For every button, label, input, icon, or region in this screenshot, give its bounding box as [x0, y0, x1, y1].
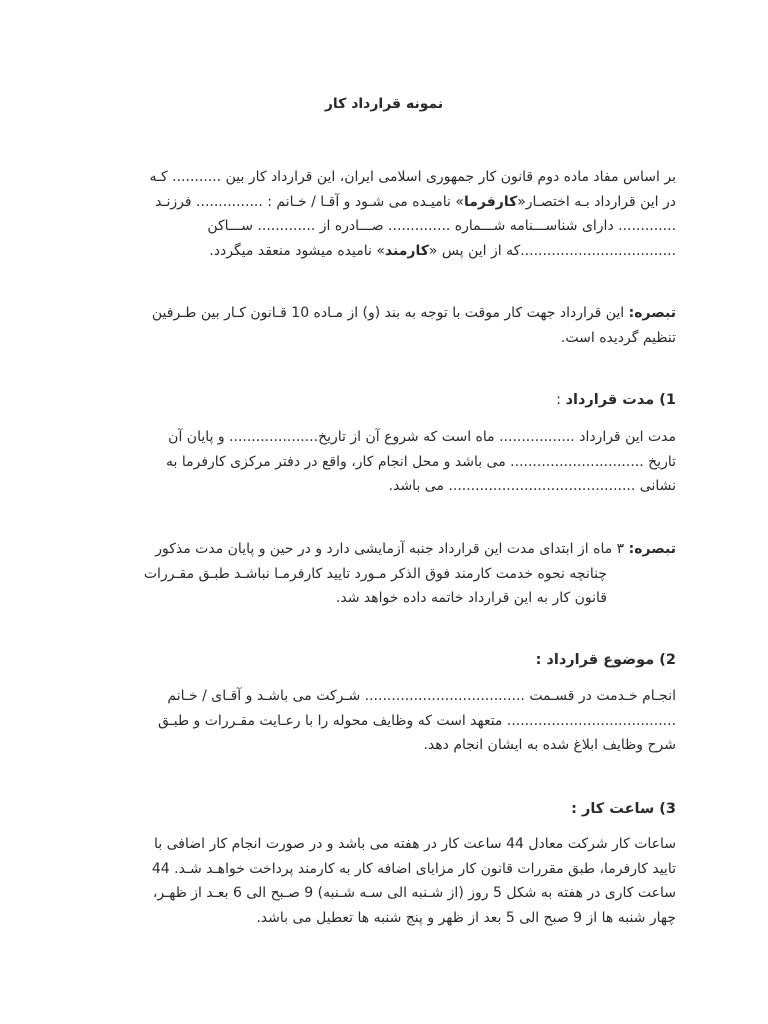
section-2-line-3: شرح وظایف ابلاغ شده به ایشان انجام دهد.: [423, 737, 676, 753]
note-2-line-2: چنانچه نحوه خدمت کارمند فوق الذکر مـورد تایید کارفرمـا نباشـد طبـق مقـررات: [143, 565, 607, 582]
note-2-line-3: قانون کار به این قرارداد خاتمه داده خواهد شد.: [335, 590, 607, 606]
note-1-label: تبصره:: [628, 305, 676, 321]
section-3-line-4: چهار شنبه ها از 9 صبح الی 5 بعد از ظهر و پنج شنبه ها تعطیل می باشد.: [256, 909, 676, 926]
intro-line-2-part-a: در این قرارداد بـه اختصـار«: [517, 193, 676, 210]
note-1-line-2: تنظیم گردیده است.: [560, 329, 676, 346]
note-2-paragraph: [92, 537, 676, 611]
section-1-heading-text: 1) مدت قرارداد: [565, 392, 676, 408]
intro-line-4: [92, 239, 676, 264]
intro-line-3: ............. دارای شناســـنامه شـــماره .............. صـــادره از ............. ســـاکن: [207, 218, 676, 234]
section-3-paragraph: [92, 832, 676, 930]
intro-line-2: [92, 190, 676, 215]
employee-term: کارمند: [384, 242, 429, 259]
intro-paragraph: [92, 165, 676, 263]
section-3-line-3: ساعت کاری در هفته به شکل 5 روز (از شـنبه الی سـه شـنبه) 9 صـبح الی 6 بعـد از ظهـر،: [152, 885, 676, 901]
note-2-line-1: [92, 537, 676, 562]
employer-term: کارفرما: [463, 193, 518, 210]
section-2-heading: 2) موضوع قرارداد :: [535, 652, 676, 668]
section-3-line-1: ساعات کار شرکت معادل 44 ساعت کار در هفته می باشد و در صورت انجام کار اضافی با: [154, 836, 676, 852]
section-2-line-2: ...................................... متعهد است که وظایف محوله را با رعـایت مقـررات و طبـق: [157, 712, 676, 729]
section-2-paragraph: [92, 684, 676, 758]
note-1-paragraph: [92, 301, 676, 350]
note-2-text: ٣ ماه از ابتدای مدت این قرارداد جنبه آزمایشی دارد و در حین و پایان مدت مذکور: [155, 541, 629, 557]
section-1-heading: [92, 390, 676, 410]
section-1-heading-colon: :: [556, 392, 566, 408]
intro-line-4-part-a: ...................................که از این پس «: [428, 242, 676, 259]
section-3-line-2: تایید کارفرما، طبق مقررات قانون کار مزایای اضافه کار به کارمند پرداخت خواهـد شـد. 44: [151, 860, 676, 877]
note-1-line-1: [92, 301, 676, 326]
section-1-line-1: مدت این قرارداد ................. ماه است که شروع آن از تاریخ.................... و پایان آن: [168, 429, 676, 445]
note-1-text: این قرارداد جهت کار موقت با توجه به بند (و) از مـاده 10 قـانون کـار بین طـرفین: [151, 305, 629, 321]
section-1-line-3: نشانی .......................................... می باشد.: [388, 478, 676, 494]
section-1-paragraph: [92, 425, 676, 499]
section-1-line-2: تاریخ .............................. می باشد و محل انجام کار، واقع در دفتر مرکزی کارفرما به: [165, 453, 676, 470]
note-2-label: تبصره:: [628, 541, 676, 557]
section-3-heading: 3) ساعت کار :: [571, 801, 676, 817]
page-title: نمونه قرارداد کار: [324, 96, 444, 112]
section-2-line-1: انجـام خـدمت در قسـمت .................................... شـرکت می باشـد و آقـای / خـانم: [167, 688, 676, 704]
intro-line-2-part-b: » نامیـده می شـود و آقـا / خـانم : ............... فرزنـد: [155, 193, 464, 210]
intro-line-1: بر اساس مفاد ماده دوم قانون کار جمهوری اسلامی ایران، این قرارداد کار بین ........... کـه: [149, 169, 676, 185]
intro-line-4-part-b: » نامیده میشود منعقد میگردد.: [209, 242, 385, 259]
